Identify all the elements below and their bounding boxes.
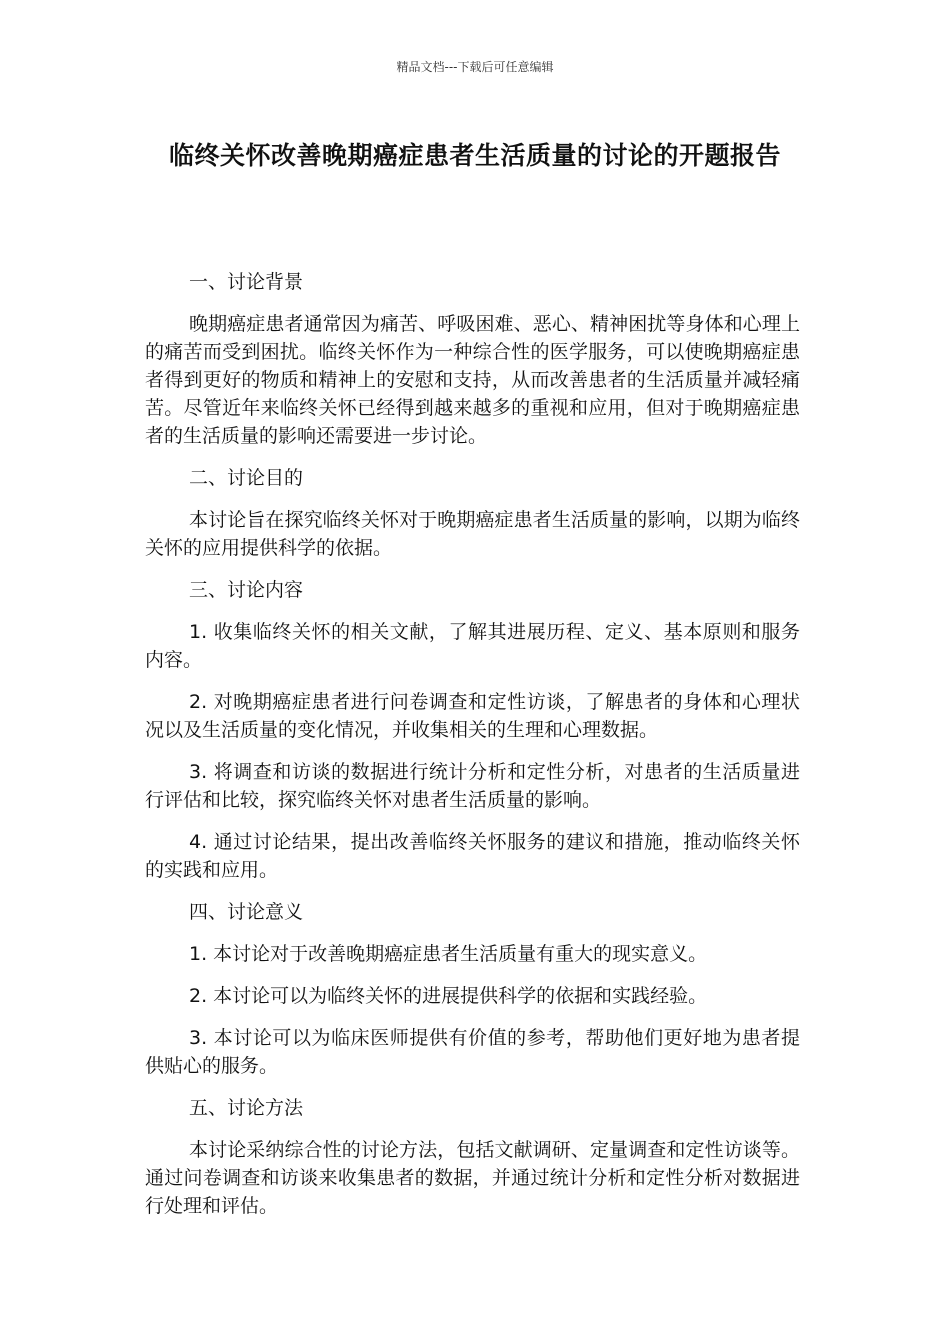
section-methods [145, 1094, 800, 1220]
list-item: 1. 本讨论对于改善晚期癌症患者生活质量有重大的现实意义。 [189, 943, 708, 965]
section-heading: 一、讨论背景 [189, 271, 304, 293]
page-header: 精品文档---下载后可任意编辑 [396, 60, 554, 74]
section-heading: 五、讨论方法 [189, 1097, 304, 1119]
list-item: 1. 收集临终关怀的相关文献，了解其进展历程、定义、基本原则和服务内容。 [145, 621, 800, 671]
paragraph: 本讨论采纳综合性的讨论方法，包括文献调研、定量调查和定性访谈等。通过问卷调查和访谈来收集患者的数据，并通过统计分析和定性分析对数据进行处理和评估。 [145, 1139, 800, 1217]
document-body [145, 268, 800, 1234]
section-background [145, 268, 800, 450]
section-purpose [145, 464, 800, 562]
paragraph: 晚期癌症患者通常因为痛苦、呼吸困难、恶心、精神困扰等身体和心理上的痛苦而受到困扰。临终关怀作为一种综合性的医学服务，可以使晚期癌症患者得到更好的物质和精神上的安慰和支持，从而改善患者的生活质量并减轻痛苦。尽管近年来临终关怀已经得到越来越多的重视和应用，但对于晚期癌症患者的生活质量的影响还需要进一步讨论。 [145, 313, 800, 447]
list-item: 4. 通过讨论结果，提出改善临终关怀服务的建议和措施，推动临终关怀的实践和应用。 [145, 831, 800, 881]
list-item: 3. 本讨论可以为临床医师提供有价值的参考，帮助他们更好地为患者提供贴心的服务。 [145, 1027, 800, 1077]
section-heading: 三、讨论内容 [189, 579, 304, 601]
section-content [145, 576, 800, 884]
document-title: 临终关怀改善晚期癌症患者生活质量的讨论的开题报告 [168, 141, 781, 170]
section-significance [145, 898, 800, 1080]
list-item: 2. 本讨论可以为临终关怀的进展提供科学的依据和实践经验。 [189, 985, 708, 1007]
list-item: 2. 对晚期癌症患者进行问卷调查和定性访谈，了解患者的身体和心理状况以及生活质量的变化情况，并收集相关的生理和心理数据。 [145, 691, 800, 741]
paragraph: 本讨论旨在探究临终关怀对于晚期癌症患者生活质量的影响，以期为临终关怀的应用提供科学的依据。 [145, 509, 800, 559]
list-item: 3. 将调查和访谈的数据进行统计分析和定性分析，对患者的生活质量进行评估和比较，探究临终关怀对患者生活质量的影响。 [145, 761, 800, 811]
section-heading: 二、讨论目的 [189, 467, 304, 489]
section-heading: 四、讨论意义 [189, 901, 304, 923]
